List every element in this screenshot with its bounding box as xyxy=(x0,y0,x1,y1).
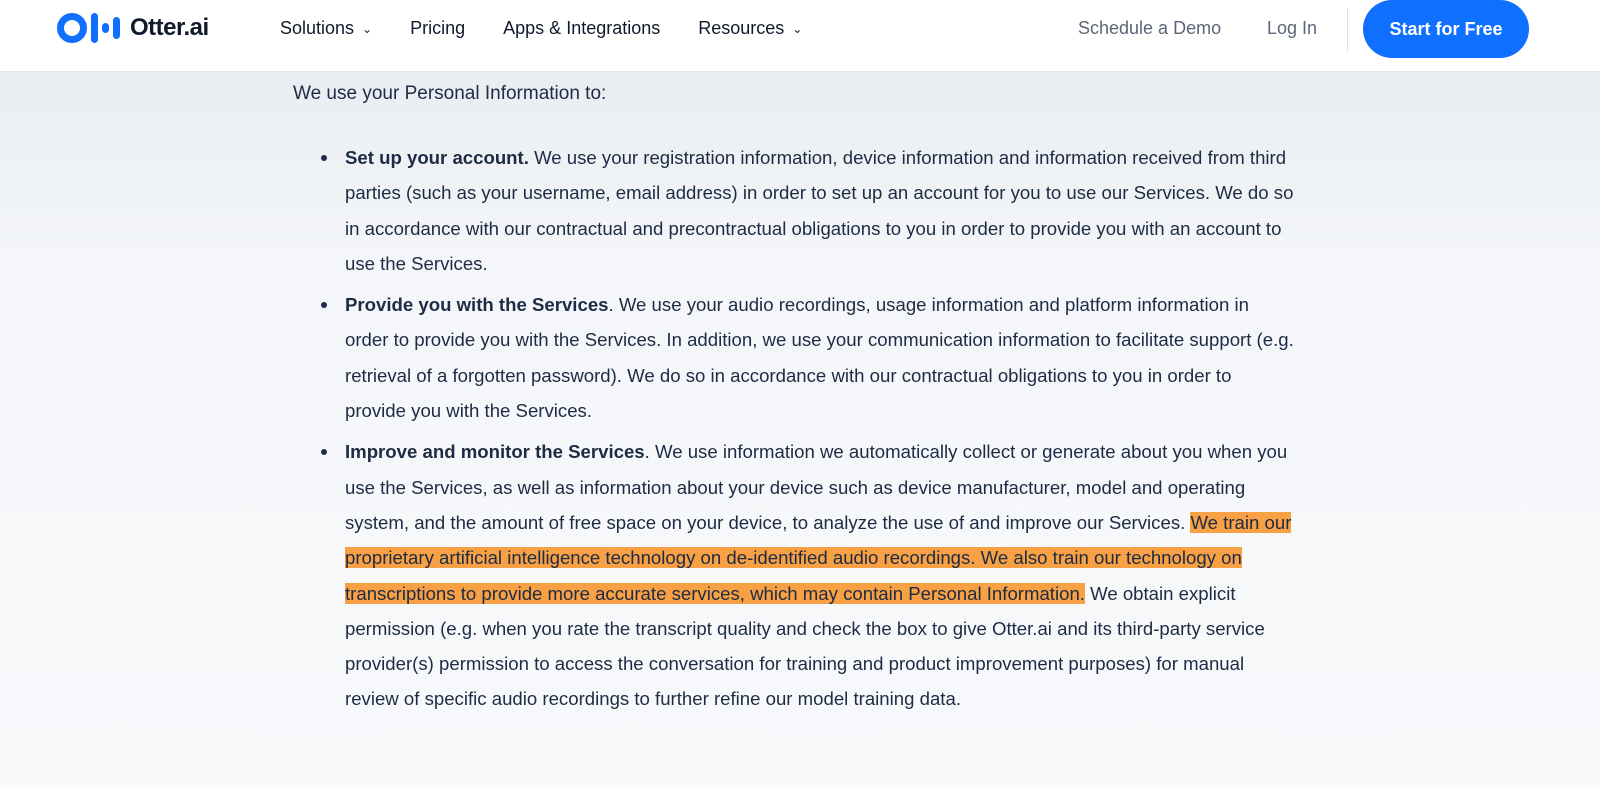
intro-text: We use your Personal Information to: xyxy=(293,83,607,104)
nav-solutions[interactable] xyxy=(280,18,372,39)
nav-resources[interactable] xyxy=(698,18,802,39)
item-title: Set up your account. xyxy=(345,147,529,168)
list-item xyxy=(345,434,1295,716)
divider xyxy=(1347,8,1348,52)
item-title: Provide you with the Services xyxy=(345,294,609,316)
nav-pricing[interactable]: Pricing xyxy=(410,18,466,38)
chevron-down-icon: ⌄ xyxy=(362,21,373,36)
item-title: Improve and monitor the Services xyxy=(345,441,645,463)
login-link[interactable]: Log In xyxy=(1267,18,1318,38)
schedule-demo-link[interactable]: Schedule a Demo xyxy=(1078,18,1222,38)
list-item xyxy=(345,287,1295,428)
nav-label: Solutions xyxy=(280,18,355,38)
highlighted-text: We train our proprietary artificial intelligence technology on de-identified audio recordings. We also train our technology on transcriptions to provide more accurate services, which may contain Personal Information. xyxy=(345,511,1292,604)
item-text: . We use information we automatically collect or generate about you when you use the Services, as well as information about your device such as device manufacturer, model and operating system, and the amount of free space on your device, to analyze the use of and improve our Services. xyxy=(345,441,1288,533)
list-item xyxy=(345,140,1295,281)
usage-list xyxy=(345,140,1295,723)
nav-label: Resources xyxy=(698,18,785,38)
logo-text: Otter.ai xyxy=(130,14,209,41)
otter-logo-icon xyxy=(57,13,120,43)
otter-logo[interactable] xyxy=(57,13,209,43)
item-text: . We use your audio recordings, usage information and platform information in order to provide you with the Services. In addition, we use your communication information to facilitate support (e.g. retrieval of a forgotten password). We do so in accordance with our contractual obligations to you in order to provide you with the Services. xyxy=(345,294,1294,422)
site-header xyxy=(0,0,1600,72)
start-free-button[interactable]: Start for Free xyxy=(1363,0,1529,58)
chevron-down-icon: ⌄ xyxy=(792,21,803,36)
item-text: We use your registration information, device information and information received from third parties (such as your username, email address) in order to set up an account for you to use our Services. We do so in accordance with our contractual and precontractual obligations to you in order to provide you with an account to use the Services. xyxy=(345,147,1294,274)
nav-apps-integrations[interactable]: Apps & Integrations xyxy=(503,18,661,38)
item-text-after: We obtain explicit permission (e.g. when you rate the transcript quality and check the box to give Otter.ai and its third-party service provider(s) permission to access the conversation for training and product improvement purposes) for manual review of specific audio recordings to further refine our model training data. xyxy=(345,582,1265,710)
main-nav xyxy=(280,18,802,39)
